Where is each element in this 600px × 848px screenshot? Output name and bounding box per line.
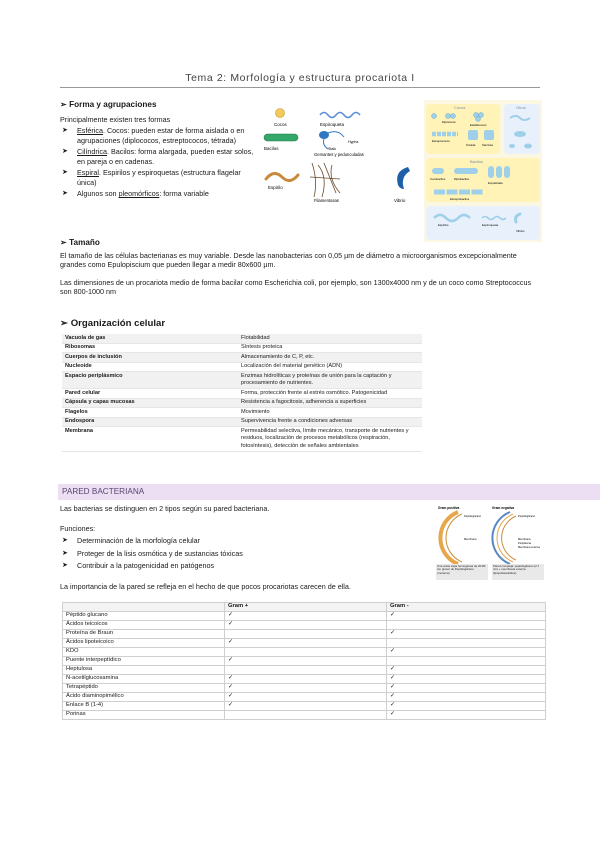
organizacion-table-wrap	[62, 334, 422, 452]
bacillus-cell	[432, 168, 444, 174]
table-cell: KDO	[63, 648, 225, 657]
table-cell: ✓	[387, 711, 546, 720]
list-item	[60, 147, 260, 166]
table-row	[62, 343, 422, 353]
table-cell	[225, 711, 387, 720]
column-header-gram-pos: Gram +	[225, 603, 387, 612]
gram-wall-figure	[436, 504, 544, 582]
table-cell	[225, 666, 387, 675]
caption-gram-neg: Pared compleja: peptidoglicano (2-7 nm) + membrana externa (lipopolisacáridos)	[492, 564, 544, 580]
table-cell: ✓	[225, 657, 387, 666]
label-hypha: Hypha	[348, 140, 359, 144]
forma-section	[60, 100, 260, 199]
palisade-cell	[504, 166, 510, 178]
table-cell: ✓	[387, 702, 546, 711]
label-membrana: Membrana	[464, 538, 477, 541]
other-shape	[524, 144, 532, 149]
table-cell: Ácidos teicoicos	[63, 621, 225, 630]
coccus-shape	[276, 109, 285, 118]
label-espirilo: Espirilo	[268, 185, 283, 190]
forma-heading: ➢ Forma y agrupaciones	[60, 100, 157, 109]
term: Esférica	[77, 126, 103, 136]
table-cell: ✓	[225, 693, 387, 702]
coccus-cell	[446, 114, 451, 119]
table-cell: ✓	[387, 675, 546, 684]
label-tetrada: Tetrada	[466, 143, 476, 147]
table-cell	[225, 630, 387, 639]
diplobacillus-cells	[454, 168, 478, 174]
bacillus-shape	[264, 134, 298, 141]
table-cell: Supervivencia frente a condiciones adversas	[238, 417, 422, 427]
label-bacilos-group: Bacilos	[470, 159, 483, 164]
label-cocos: Cocos	[274, 122, 287, 127]
table-cell: Heptulosa	[63, 666, 225, 675]
tamano-paragraph-2: Las dimensiones de un procariota medio de forma bacilar como Escherichia coli, por ejemplo, son 1300x4000 nm y de un coco como Streptococcus son 800-1000 nm	[60, 277, 532, 297]
bacterial-shapes-figure	[262, 103, 422, 203]
label-vibrio: Vibrio	[394, 198, 406, 203]
table-row	[62, 417, 422, 427]
table-row	[62, 427, 422, 451]
membrane-neg	[502, 516, 516, 560]
table-cell	[387, 621, 546, 630]
table-row	[63, 630, 546, 639]
tamano-paragraph-1: El tamaño de las células bacterianas es muy variable. Desde las nanobacterias con 0,05 µm de diámetro a microorganismos excepcionalmente grandes como Epulopiscium que pueden llegar a medir 80x600 µm.	[60, 250, 517, 270]
table-cell: Flagelos	[62, 408, 238, 418]
table-cell: ✓	[225, 684, 387, 693]
table-cell: Nucleoide	[62, 362, 238, 372]
table-row	[63, 639, 546, 648]
label-filamentosas: Filamentosas	[314, 198, 339, 203]
palisade-cell	[488, 166, 494, 178]
table-cell: ✓	[387, 693, 546, 702]
table-cell: Forma, protección frente al estrés osmótico. Patogenicidad	[238, 389, 422, 399]
table-cell: Cuerpos de inclusión	[62, 353, 238, 363]
pared-paragraph-2: La importancia de la pared se refleja en el hecho de que pocos procariotas carecen de ella.	[60, 581, 351, 591]
tamano-section	[60, 238, 540, 297]
table-cell: Almacenamiento de C, P, etc.	[238, 353, 422, 363]
coccus-cell	[476, 117, 481, 122]
peptidoglycan-thick	[440, 512, 458, 564]
table-cell: ✓	[387, 648, 546, 657]
table-row	[62, 408, 422, 418]
label-gram-neg: Gram negativa	[492, 506, 515, 510]
table-cell: Membrana	[62, 427, 238, 451]
table-cell: Ácido diaminopimélico	[63, 693, 225, 702]
list-item: ➤ Determinación de la morfología celular	[60, 536, 430, 546]
item-text: . Espirilos y espiroquetas (estructura flagelar única)	[77, 168, 241, 187]
list-item: ➤ Proteger de la lisis osmótica y de sustancias tóxicas	[60, 549, 430, 559]
caption-gram-pos: Una única capa homogénea de 20-80 nm grosor de Peptidoglicano (mureína)	[436, 564, 488, 580]
coccus-cell	[432, 114, 437, 119]
table-row	[63, 693, 546, 702]
label-otros: Otros	[516, 105, 526, 110]
table-row	[63, 702, 546, 711]
label-gemantes: Gemantes y pedunculadas	[314, 152, 364, 157]
organizacion-heading	[60, 318, 540, 331]
table-cell: Ácidos lipoteicoico	[63, 639, 225, 648]
table-cell	[387, 639, 546, 648]
label-espiroquetas: Espiroquetas	[482, 223, 499, 227]
table-cell: Localización del material genético (ADN)	[238, 362, 422, 372]
spirillum-shape	[266, 173, 298, 180]
table-cell: Tetrapéptido	[63, 684, 225, 693]
term: pleomórficos	[118, 189, 160, 199]
funciones-label: Funciones:	[60, 523, 96, 533]
title-divider	[60, 87, 540, 88]
label-peptidoglicano: Peptidoglicano	[464, 515, 482, 518]
term: Espiral	[77, 168, 99, 178]
label-peptidoglicano-neg: Peptidoglicano	[518, 515, 536, 518]
table-cell: ✓	[225, 612, 387, 621]
table-cell: Endospora	[62, 417, 238, 427]
table-cell: Porinas	[63, 711, 225, 720]
table-cell: Flotabilidad	[238, 334, 422, 343]
table-row	[63, 675, 546, 684]
table-row	[63, 612, 546, 621]
column-header	[63, 603, 225, 612]
pared-section-band: PARED BACTERIANA	[58, 484, 600, 500]
label-sarcinas: Sarcinas	[482, 143, 493, 147]
label-estafilococos: Estafilococos	[470, 123, 487, 127]
table-row	[63, 666, 546, 675]
table-header-row	[63, 603, 546, 612]
other-shape	[514, 131, 526, 137]
table-row	[62, 398, 422, 408]
item-text: : forma variable	[159, 189, 209, 199]
table-cell: Proteína de Braun	[63, 630, 225, 639]
spirochete-shape	[320, 113, 360, 118]
label-espirilos: Espirilos	[438, 223, 449, 227]
label-empalizada: Empalizada	[488, 181, 503, 185]
gram-table-wrap	[62, 602, 546, 720]
other-shape	[509, 144, 515, 148]
pared-paragraph-1: Las bacterias se distinguen en 2 tipos según su pared bacteriana.	[60, 504, 270, 513]
table-cell: ✓	[225, 702, 387, 711]
label-bacilos: Bacilos	[264, 146, 279, 151]
pared-text	[60, 504, 430, 591]
table-cell: Espacio periplásmico	[62, 372, 238, 389]
filaments-shape	[310, 163, 340, 197]
label-periplasma: Periplasma	[518, 542, 531, 545]
organizacion-title: ➢ Organización celular	[60, 318, 166, 329]
table-cell: Enlace B (1-4)	[63, 702, 225, 711]
table-row	[62, 334, 422, 343]
table-cell: Péptido glucano	[63, 612, 225, 621]
coccus-cell	[451, 114, 456, 119]
shapes-illustration	[262, 103, 422, 203]
vibrio-shape	[397, 167, 410, 189]
tamano-heading: ➢ Tamaño	[60, 238, 100, 247]
table-row	[62, 372, 422, 389]
item-text: . Cocos: pueden estar de forma aislada o en agrupaciones (diplococos, estreptococos, tétrada)	[77, 126, 245, 145]
table-cell: ✓	[387, 684, 546, 693]
bacterial-groupings-figure	[424, 100, 542, 242]
label-membrana-externa: Membrana externa	[518, 546, 540, 549]
table-row	[63, 684, 546, 693]
palisade-cell	[496, 166, 502, 178]
table-row	[63, 648, 546, 657]
gram-table	[62, 602, 546, 720]
column-header-gram-neg: Gram -	[387, 603, 546, 612]
forma-intro: Principalmente existen tres formas	[60, 114, 171, 124]
table-cell: Pared celular	[62, 389, 238, 399]
table-cell: Resistencia a fagocitosis, adherencia a superficies	[238, 398, 422, 408]
label-cocobacilos: Cocobacilos	[430, 177, 446, 181]
label-estreptococos: Estreptococos	[432, 139, 450, 143]
peptidoglycan-thin	[497, 514, 513, 562]
sarcina-cells	[484, 130, 494, 140]
page-title: Tema 2: Morfología y estructura procariota I	[185, 72, 415, 84]
organizacion-table	[62, 334, 422, 452]
table-cell: Cápsula y capas mucosas	[62, 398, 238, 408]
table-cell: Síntesis proteica	[238, 343, 422, 353]
item-prefix: Algunos son	[77, 189, 119, 199]
table-cell: Enzimas hidrolíticas y proteínas de unión para la captación y procesamiento de nutrientes.	[238, 372, 422, 389]
list-item	[60, 189, 260, 199]
table-cell: ✓	[387, 630, 546, 639]
budding-cell-shape	[319, 131, 329, 139]
table-cell: N-acetilglucosamina	[63, 675, 225, 684]
table-cell: ✓	[387, 666, 546, 675]
table-cell: Movimiento	[238, 408, 422, 418]
label-cocos-group: Cocos	[454, 105, 466, 110]
label-estreptobacilos: Estreptobacilos	[450, 197, 470, 201]
tetrad-cells	[468, 130, 478, 140]
table-cell: ✓	[225, 675, 387, 684]
label-membrana-neg: Membrana	[518, 538, 531, 541]
table-cell: Ribosomas	[62, 343, 238, 353]
table-row	[63, 621, 546, 630]
table-cell	[225, 648, 387, 657]
list-item	[60, 126, 260, 145]
label-gram-pos: Gram positiva	[438, 506, 460, 510]
groupings-illustration	[424, 100, 542, 242]
table-row	[62, 362, 422, 372]
list-item: ➤ Contribuir a la patogenicidad en patógenos	[60, 561, 430, 571]
table-row	[63, 711, 546, 720]
label-stalk: Stalk	[328, 147, 336, 151]
table-cell: Vacuola de gas	[62, 334, 238, 343]
label-diplococos: Diplococos	[442, 120, 456, 124]
label-diplobacilos: Diplobacilos	[454, 177, 470, 181]
term: Cilíndrica	[77, 147, 107, 157]
table-cell: ✓	[225, 639, 387, 648]
label-espiroqueta: Espiroqueta	[320, 122, 345, 127]
table-cell: ✓	[387, 612, 546, 621]
table-cell: Permeabilidad selectiva, límite mecánico, transporte de nutrientes y residuos, localización de procesos metabólicos (respiración, fotosíntesis), detección de señales ambientales	[238, 427, 422, 451]
table-row	[62, 389, 422, 399]
item-text: . Bacilos: forma alargada, pueden estar solos, en pareja o en cadenas.	[77, 147, 254, 166]
table-row	[63, 657, 546, 666]
table-cell	[387, 657, 546, 666]
list-item	[60, 168, 260, 187]
table-cell: Puente interpeptídico	[63, 657, 225, 666]
label-vibrios: Vibrios	[516, 229, 525, 233]
table-row	[62, 353, 422, 363]
table-cell: ✓	[225, 621, 387, 630]
